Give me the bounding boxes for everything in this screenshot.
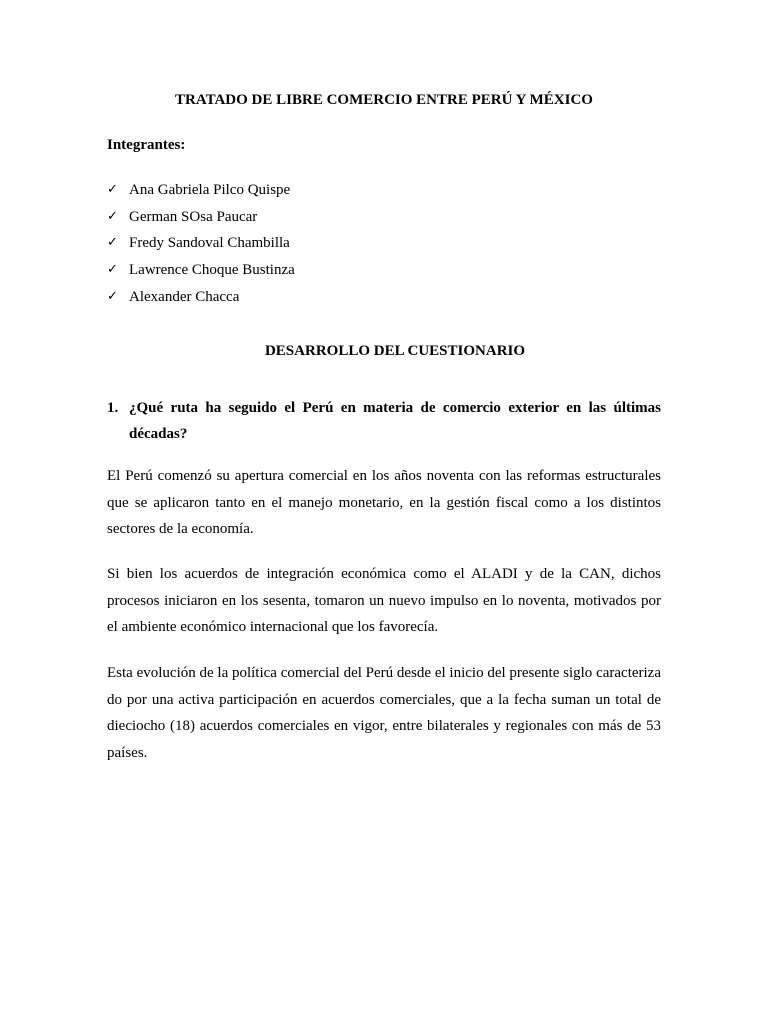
member-name: Fredy Sandoval Chambilla (129, 235, 290, 252)
member-name: German SOsa Paucar (129, 208, 258, 225)
list-item (107, 260, 295, 287)
list-item (107, 180, 295, 207)
checkmark-icon: ✓ (107, 262, 118, 278)
question-text: ¿Qué ruta ha seguido el Perú en materia de comercio exterior en las últimas décadas? (129, 400, 661, 442)
section-heading: DESARROLLO DEL CUESTIONARIO (264, 343, 526, 359)
list-item (107, 207, 295, 234)
paragraph: Esta evolución de la política comercial del Perú desde el inicio del presente siglo caracteriza do por una activa participación en acuerdos comerciales, que a la fecha suman un total de dieciocho (18) acuerdos comerciales en vigor, entre bilaterales y regionales con más de 53 países. (107, 665, 661, 761)
member-name: Ana Gabriela Pilco Quispe (129, 182, 291, 198)
paragraph: Si bien los acuerdos de integración económica como el ALADI y de la CAN, dichos procesos iniciaron en los sesenta, tomaron un nuevo impulso en lo noventa, motivados por el ambiente económico internacional que los favorecía. (107, 566, 661, 635)
members-list (107, 180, 295, 313)
checkmark-icon: ✓ (107, 288, 118, 304)
document-title: TRATADO DE LIBRE COMERCIO ENTRE PERÚ Y MÉXICO (175, 92, 593, 108)
member-name: Lawrence Choque Bustinza (129, 262, 295, 279)
members-heading: Integrantes: (107, 137, 186, 153)
question-number: 1. (107, 400, 119, 416)
checkmark-icon: ✓ (107, 235, 118, 251)
list-item (107, 287, 295, 314)
paragraph: El Perú comenzó su apertura comercial en los años noventa con las reformas estructurales que se aplicaron tanto en el manejo monetario, en la gestión fiscal como a los distintos sectores de la economía. (107, 468, 661, 537)
member-name: Alexander Chacca (129, 288, 240, 305)
list-item (107, 233, 295, 260)
checkmark-icon: ✓ (107, 182, 118, 197)
question-item (107, 395, 661, 447)
checkmark-icon: ✓ (107, 208, 118, 224)
